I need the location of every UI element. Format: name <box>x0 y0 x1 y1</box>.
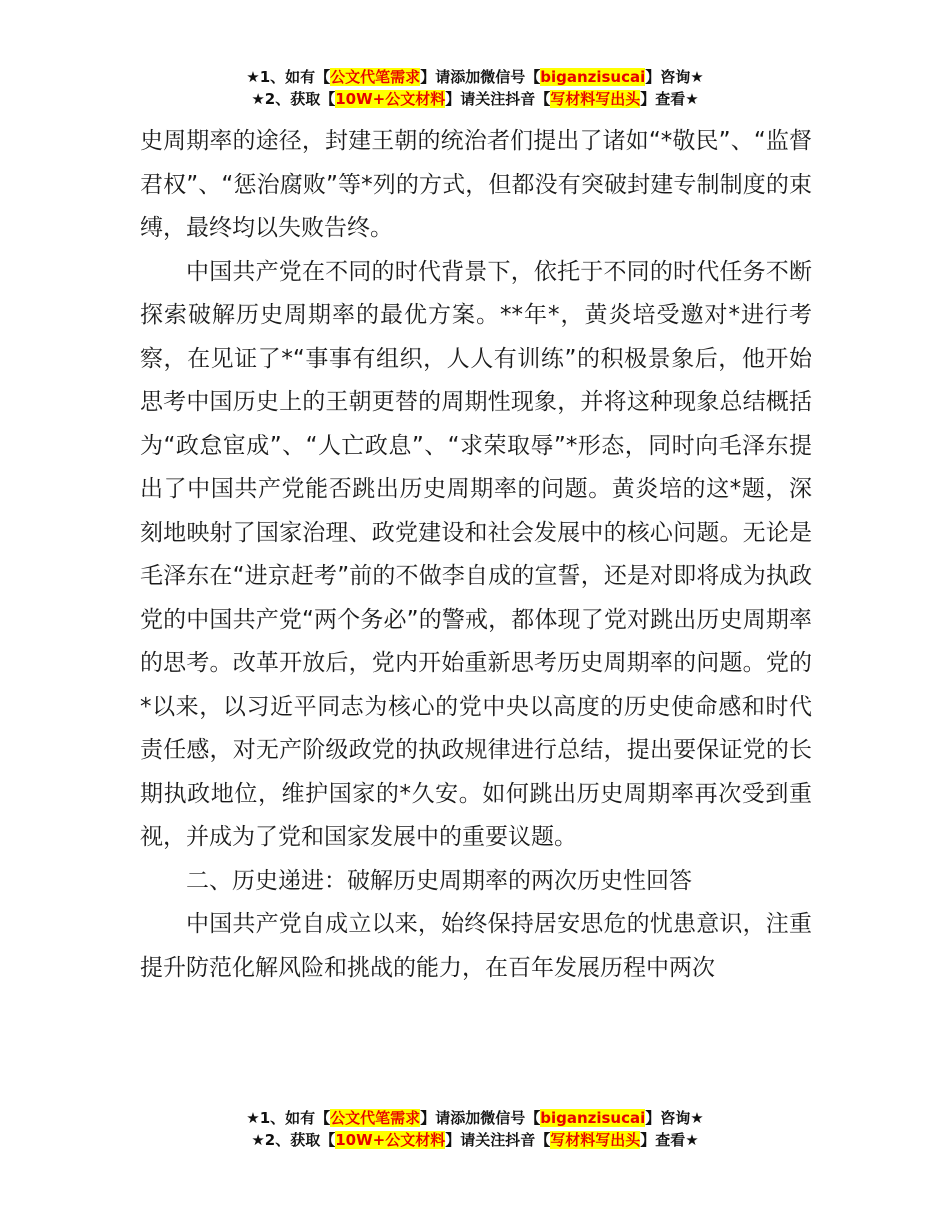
header-line-1-prefix: ★1、如有【 <box>246 68 331 86</box>
footer-line-2-prefix: ★2、获取【 <box>251 1131 336 1149</box>
footer-line-2-middle: 】请关注抖音【 <box>445 1131 551 1149</box>
header-highlight-materials: 10W+公文材料 <box>335 90 446 108</box>
document-body <box>140 120 812 990</box>
footer-banner <box>0 1107 950 1151</box>
header-highlight-service: 公文代笔需求 <box>330 68 421 86</box>
footer-line-2 <box>0 1129 950 1151</box>
footer-highlight-douyin: 写材料写出头 <box>550 1131 641 1149</box>
header-highlight-douyin: 写材料写出头 <box>550 90 641 108</box>
header-line-2-middle: 】请关注抖音【 <box>445 90 551 108</box>
footer-line-2-suffix: 】查看★ <box>640 1131 699 1149</box>
footer-line-1-suffix: 】咨询★ <box>645 1109 704 1127</box>
header-line-2-prefix: ★2、获取【 <box>251 90 336 108</box>
paragraph-continuation: 史周期率的途径，封建王朝的统治者们提出了诸如“*敬民”、“监督君权”、“惩治腐败”等*列的方式，但都没有突破封建专制制度的束缚，最终均以失败告终。 <box>140 128 812 241</box>
footer-line-1-middle: 】请添加微信号【 <box>420 1109 541 1127</box>
paragraph-intro: 中国共产党自成立以来，始终保持居安思危的忧患意识，注重提升防范化解风险和挑战的能力，在百年发展历程中两次 <box>140 911 812 981</box>
header-line-2 <box>0 88 950 110</box>
footer-line-1-prefix: ★1、如有【 <box>246 1109 331 1127</box>
header-line-1 <box>0 66 950 88</box>
footer-line-1 <box>0 1107 950 1129</box>
section-heading: 二、历史递进：破解历史周期率的两次历史性回答 <box>186 867 692 894</box>
header-banner <box>0 66 950 110</box>
header-line-1-suffix: 】咨询★ <box>645 68 704 86</box>
footer-highlight-wechat-id: biganzisucai <box>540 1109 646 1127</box>
header-line-1-middle: 】请添加微信号【 <box>420 68 541 86</box>
header-line-2-suffix: 】查看★ <box>640 90 699 108</box>
header-highlight-wechat-id: biganzisucai <box>540 68 646 86</box>
footer-highlight-service: 公文代笔需求 <box>330 1109 421 1127</box>
footer-highlight-materials: 10W+公文材料 <box>335 1131 446 1149</box>
paragraph-history: 中国共产党在不同的时代背景下，依托于不同的时代任务不断探索破解历史周期率的最优方案。**年*，黄炎培受邀对*进行考察，在见证了*“事事有组织，人人有训练”的积极景象后，他开始思考中国历史上的王朝更替的周期性现象，并将这种现象总结概括为“政怠宦成”、“人亡政息”、“求荣取辱”*形态，同时向毛泽东提出了中国共产党能否跳出历史周期率的问题。黄炎培的这*题，深刻地映射了国家治理、政党建设和社会发展中的核心问题。无论是毛泽东在“进京赶考”前的不做李自成的宣誓，还是对即将成为执政党的中国共产党“两个务必”的警戒，都体现了党对跳出历史周期率的思考。改革开放后，党内开始重新思考历史周期率的问题。党的*以来，以习近平同志为核心的党中央以高度的历史使命感和时代责任感，对无产阶级政党的执政规律进行总结，提出要保证党的长期执政地位，维护国家的*久安。如何跳出历史周期率再次受到重视，并成为了党和国家发展中的重要议题。 <box>140 258 812 850</box>
